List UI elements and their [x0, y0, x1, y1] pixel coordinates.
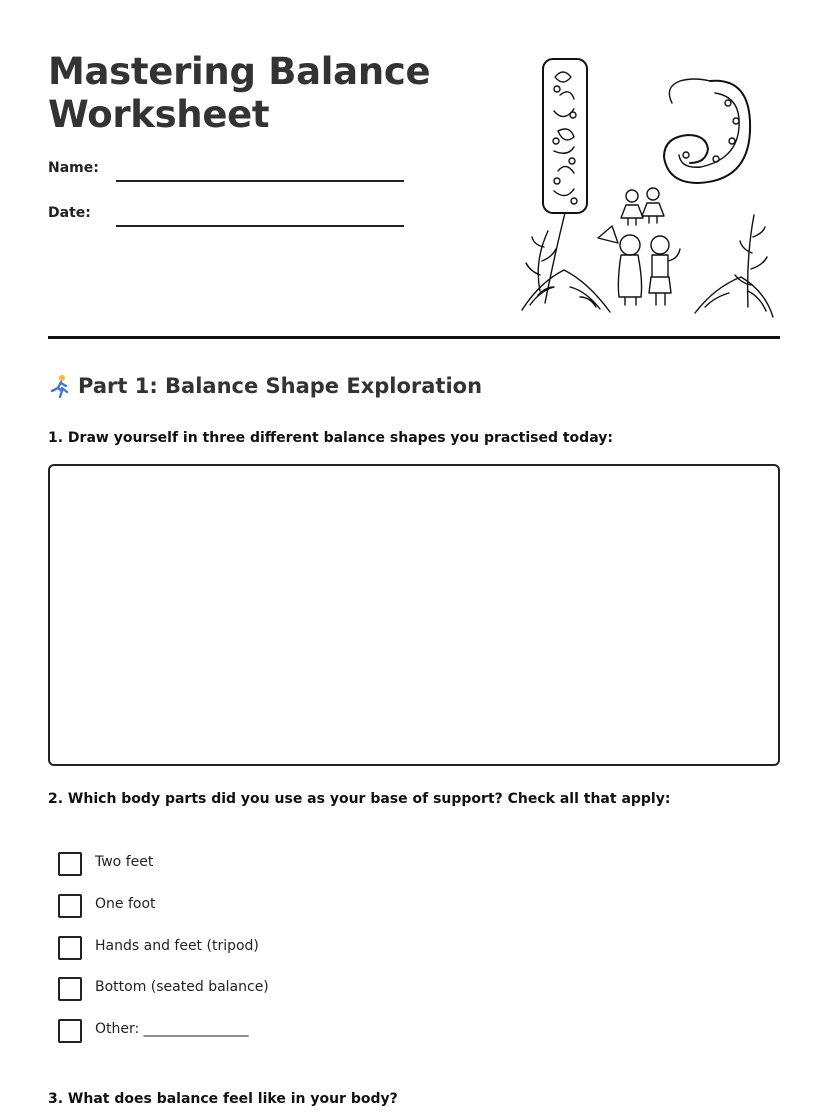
checkbox[interactable]: [58, 852, 82, 876]
fern-icon: [522, 215, 773, 317]
checklist-item[interactable]: [58, 1019, 458, 1043]
checkbox[interactable]: [58, 977, 82, 1001]
question-3: 3. What does balance feel like in your body?: [48, 1091, 398, 1107]
checkbox-label: Hands and feet (tripod): [95, 938, 259, 954]
drawing-area[interactable]: [48, 464, 780, 766]
carved-pou-icon: [543, 59, 587, 303]
section-divider: [48, 336, 780, 339]
checkbox-label: One foot: [95, 896, 156, 912]
header-illustration: [510, 55, 782, 320]
checklist-item[interactable]: [58, 936, 458, 960]
part1-heading-text: Part 1: Balance Shape Exploration: [78, 374, 483, 398]
checklist-item[interactable]: [58, 852, 458, 876]
name-line[interactable]: [116, 180, 404, 182]
checkbox[interactable]: [58, 1019, 82, 1043]
date-label: Date:: [48, 205, 91, 221]
koru-spiral-icon: [664, 79, 750, 183]
checkbox-label: Two feet: [95, 854, 154, 870]
checkbox-label: Other: _______________: [95, 1021, 249, 1037]
page-title: [48, 50, 468, 136]
checklist-item[interactable]: [58, 894, 458, 918]
part1-heading: [48, 374, 482, 398]
checkbox-label: Bottom (seated balance): [95, 979, 269, 995]
date-line[interactable]: [116, 225, 404, 227]
name-label: Name:: [48, 160, 99, 176]
checklist-item[interactable]: [58, 977, 458, 1001]
running-person-icon: [48, 374, 72, 398]
question-1: 1. Draw yourself in three different balance shapes you practised today:: [48, 430, 613, 446]
checkbox[interactable]: [58, 936, 82, 960]
question-2: 2. Which body parts did you use as your base of support? Check all that apply:: [48, 791, 671, 807]
checkbox[interactable]: [58, 894, 82, 918]
title-line-2: Worksheet: [48, 93, 270, 136]
title-line-1: Mastering Balance: [48, 50, 431, 93]
children-icon: [598, 188, 680, 305]
